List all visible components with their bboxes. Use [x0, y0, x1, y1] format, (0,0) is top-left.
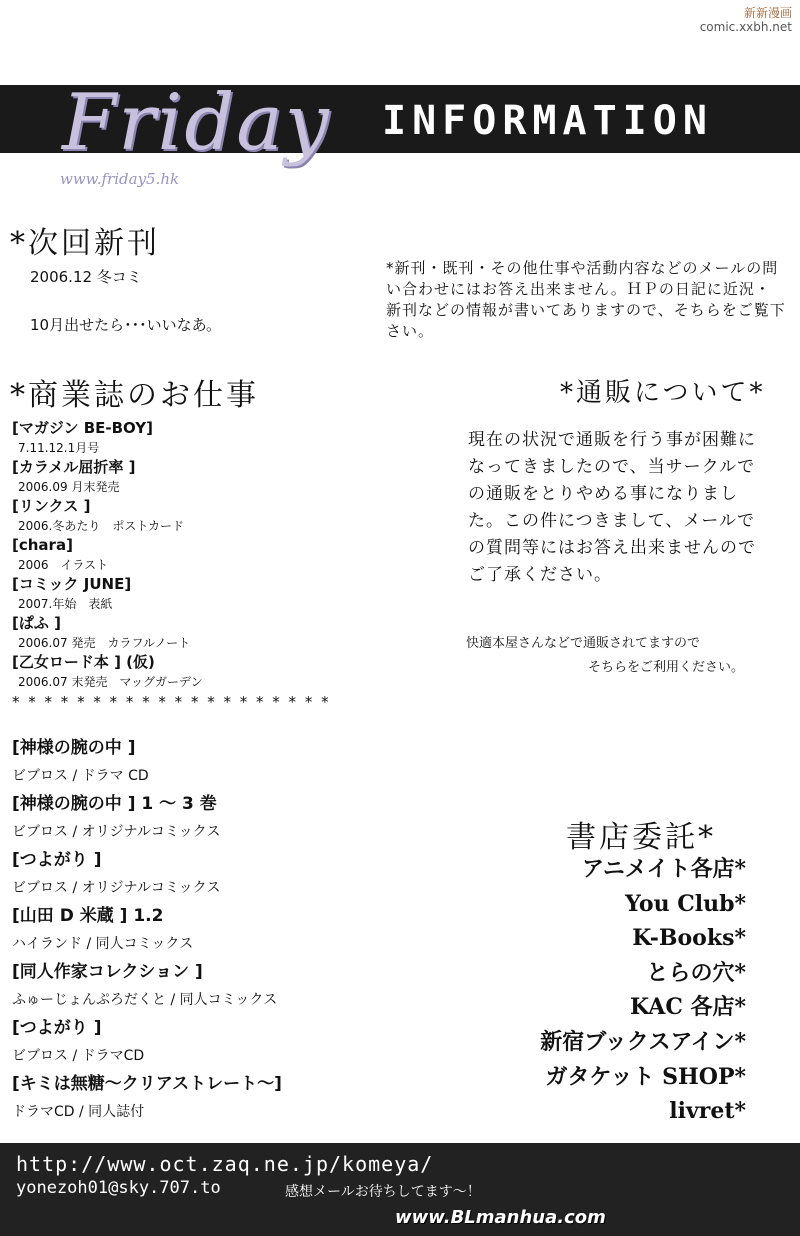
book-publisher: ふゅーじょんぷろだくと / 同人コミックス [12, 992, 278, 1008]
shop-item: 新宿ブックスアイン* [540, 1028, 746, 1055]
work-detail: 2006.冬あたり ポストカード [18, 519, 184, 533]
work-title: [マガジン BE-BOY] [12, 419, 153, 437]
footer-url-link[interactable]: http://www.oct.zaq.ne.jp/komeya/ [16, 1152, 434, 1176]
notice-text: *新刊・既刊・その他仕事や活動内容などのメールの問い合わせにはお答え出来ません。ＨＰの日記に近況・新刊などの情報が書いてありますので、そちらをご覧下さい。 [386, 259, 786, 340]
book-publisher: ドラマCD / 同人誌付 [12, 1104, 145, 1120]
work-detail: 2007.年始 表紙 [18, 597, 113, 611]
footer-message: 感想メールお待ちしてます～！ [285, 1184, 481, 1200]
book-title: [キミは無糖～クリアストレート～] [12, 1074, 282, 1094]
work-detail: 2006 イラスト [18, 558, 109, 572]
work-title: [chara] [12, 536, 73, 554]
mail-order-text: 現在の状況で通販を行う事が困難になってきましたので、当サークルでの通販をとりやめる事になりました。この件につきまして、メールでの質問等にはお答え出来ませんのでご了承ください。 [468, 430, 756, 585]
footer-watermark: www.BLmanhua.com [395, 1207, 606, 1228]
commercial-heading: *商業誌のお仕事 [10, 378, 259, 413]
mail-order-note-line1: 快適本屋さんなどで通販されてますので [466, 636, 701, 651]
shop-item: アニメイト各店* [582, 856, 746, 882]
corner-tag-line1: 新新漫画 [743, 6, 792, 20]
work-detail: 7.11.12.1月号 [18, 441, 100, 455]
next-issue-heading: *次回新刊 [10, 226, 160, 261]
work-detail: 2006.07 末発売 マッグガーデン [18, 675, 203, 689]
work-title: [ぱふ ] [12, 614, 61, 632]
mail-order-note-line2: そちらをご利用ください。 [588, 660, 745, 675]
next-issue-date: 2006.12 冬コミ [30, 268, 142, 286]
work-title: [カラメル屈折率 ] [12, 458, 136, 476]
corner-tag-line2: comic.xxbh.net [699, 20, 792, 34]
book-publisher: ビブロス / ドラマCD [12, 1048, 145, 1064]
corner-watermark [700, 6, 792, 34]
logo-url: www.friday5.hk [60, 170, 180, 188]
shop-item: K-Books* [632, 925, 746, 952]
book-title: [つよがり ] [12, 850, 102, 870]
book-publisher: ハイランド / 同人コミックス [12, 936, 194, 952]
work-detail: 2006.07 発売 カラフルノート [18, 636, 191, 650]
next-issue-note: 10月出せたら･･･いいなあ。 [30, 316, 221, 334]
work-title: [コミック JUNE] [12, 575, 132, 593]
shop-heading: 書店委託* [566, 820, 716, 855]
star-separator: * * * * * * * * * * * * * * * * * * * * [12, 693, 331, 711]
shop-item: livret* [669, 1098, 746, 1125]
book-publisher: ビブロス / ドラマ CD [12, 768, 149, 784]
work-detail: 2006.09 月末発売 [18, 480, 120, 494]
book-publisher: ビブロス / オリジナルコミックス [12, 824, 221, 840]
book-title: [山田 D 米蔵 ] 1.2 [12, 906, 164, 926]
work-title: [乙女ロード本 ] (仮) [12, 653, 155, 671]
shop-item: ガタケット SHOP* [545, 1063, 746, 1090]
book-title: [同人作家コレクション ] [12, 962, 203, 982]
friday-logo: Friday [62, 78, 331, 168]
mail-order-note [466, 632, 766, 680]
book-title: [神様の腕の中 ] 1 ～ 3 巻 [12, 794, 217, 814]
page-title: INFORMATION [382, 98, 713, 144]
work-title: [リンクス ] [12, 497, 91, 515]
shop-item: You Club* [625, 890, 746, 917]
shop-item: とらの穴* [646, 959, 746, 986]
footer-email-link[interactable]: yonezoh01@sky.707.to [16, 1178, 221, 1198]
shop-item: KAC 各店* [630, 994, 746, 1021]
books-list [12, 733, 392, 1125]
mail-order-heading: *通販について* [560, 378, 766, 408]
book-title: [神様の腕の中 ] [12, 738, 136, 758]
shop-list [540, 852, 746, 1129]
book-title: [つよがり ] [12, 1018, 102, 1038]
commercial-list [12, 418, 372, 713]
book-publisher: ビブロス / オリジナルコミックス [12, 880, 221, 896]
